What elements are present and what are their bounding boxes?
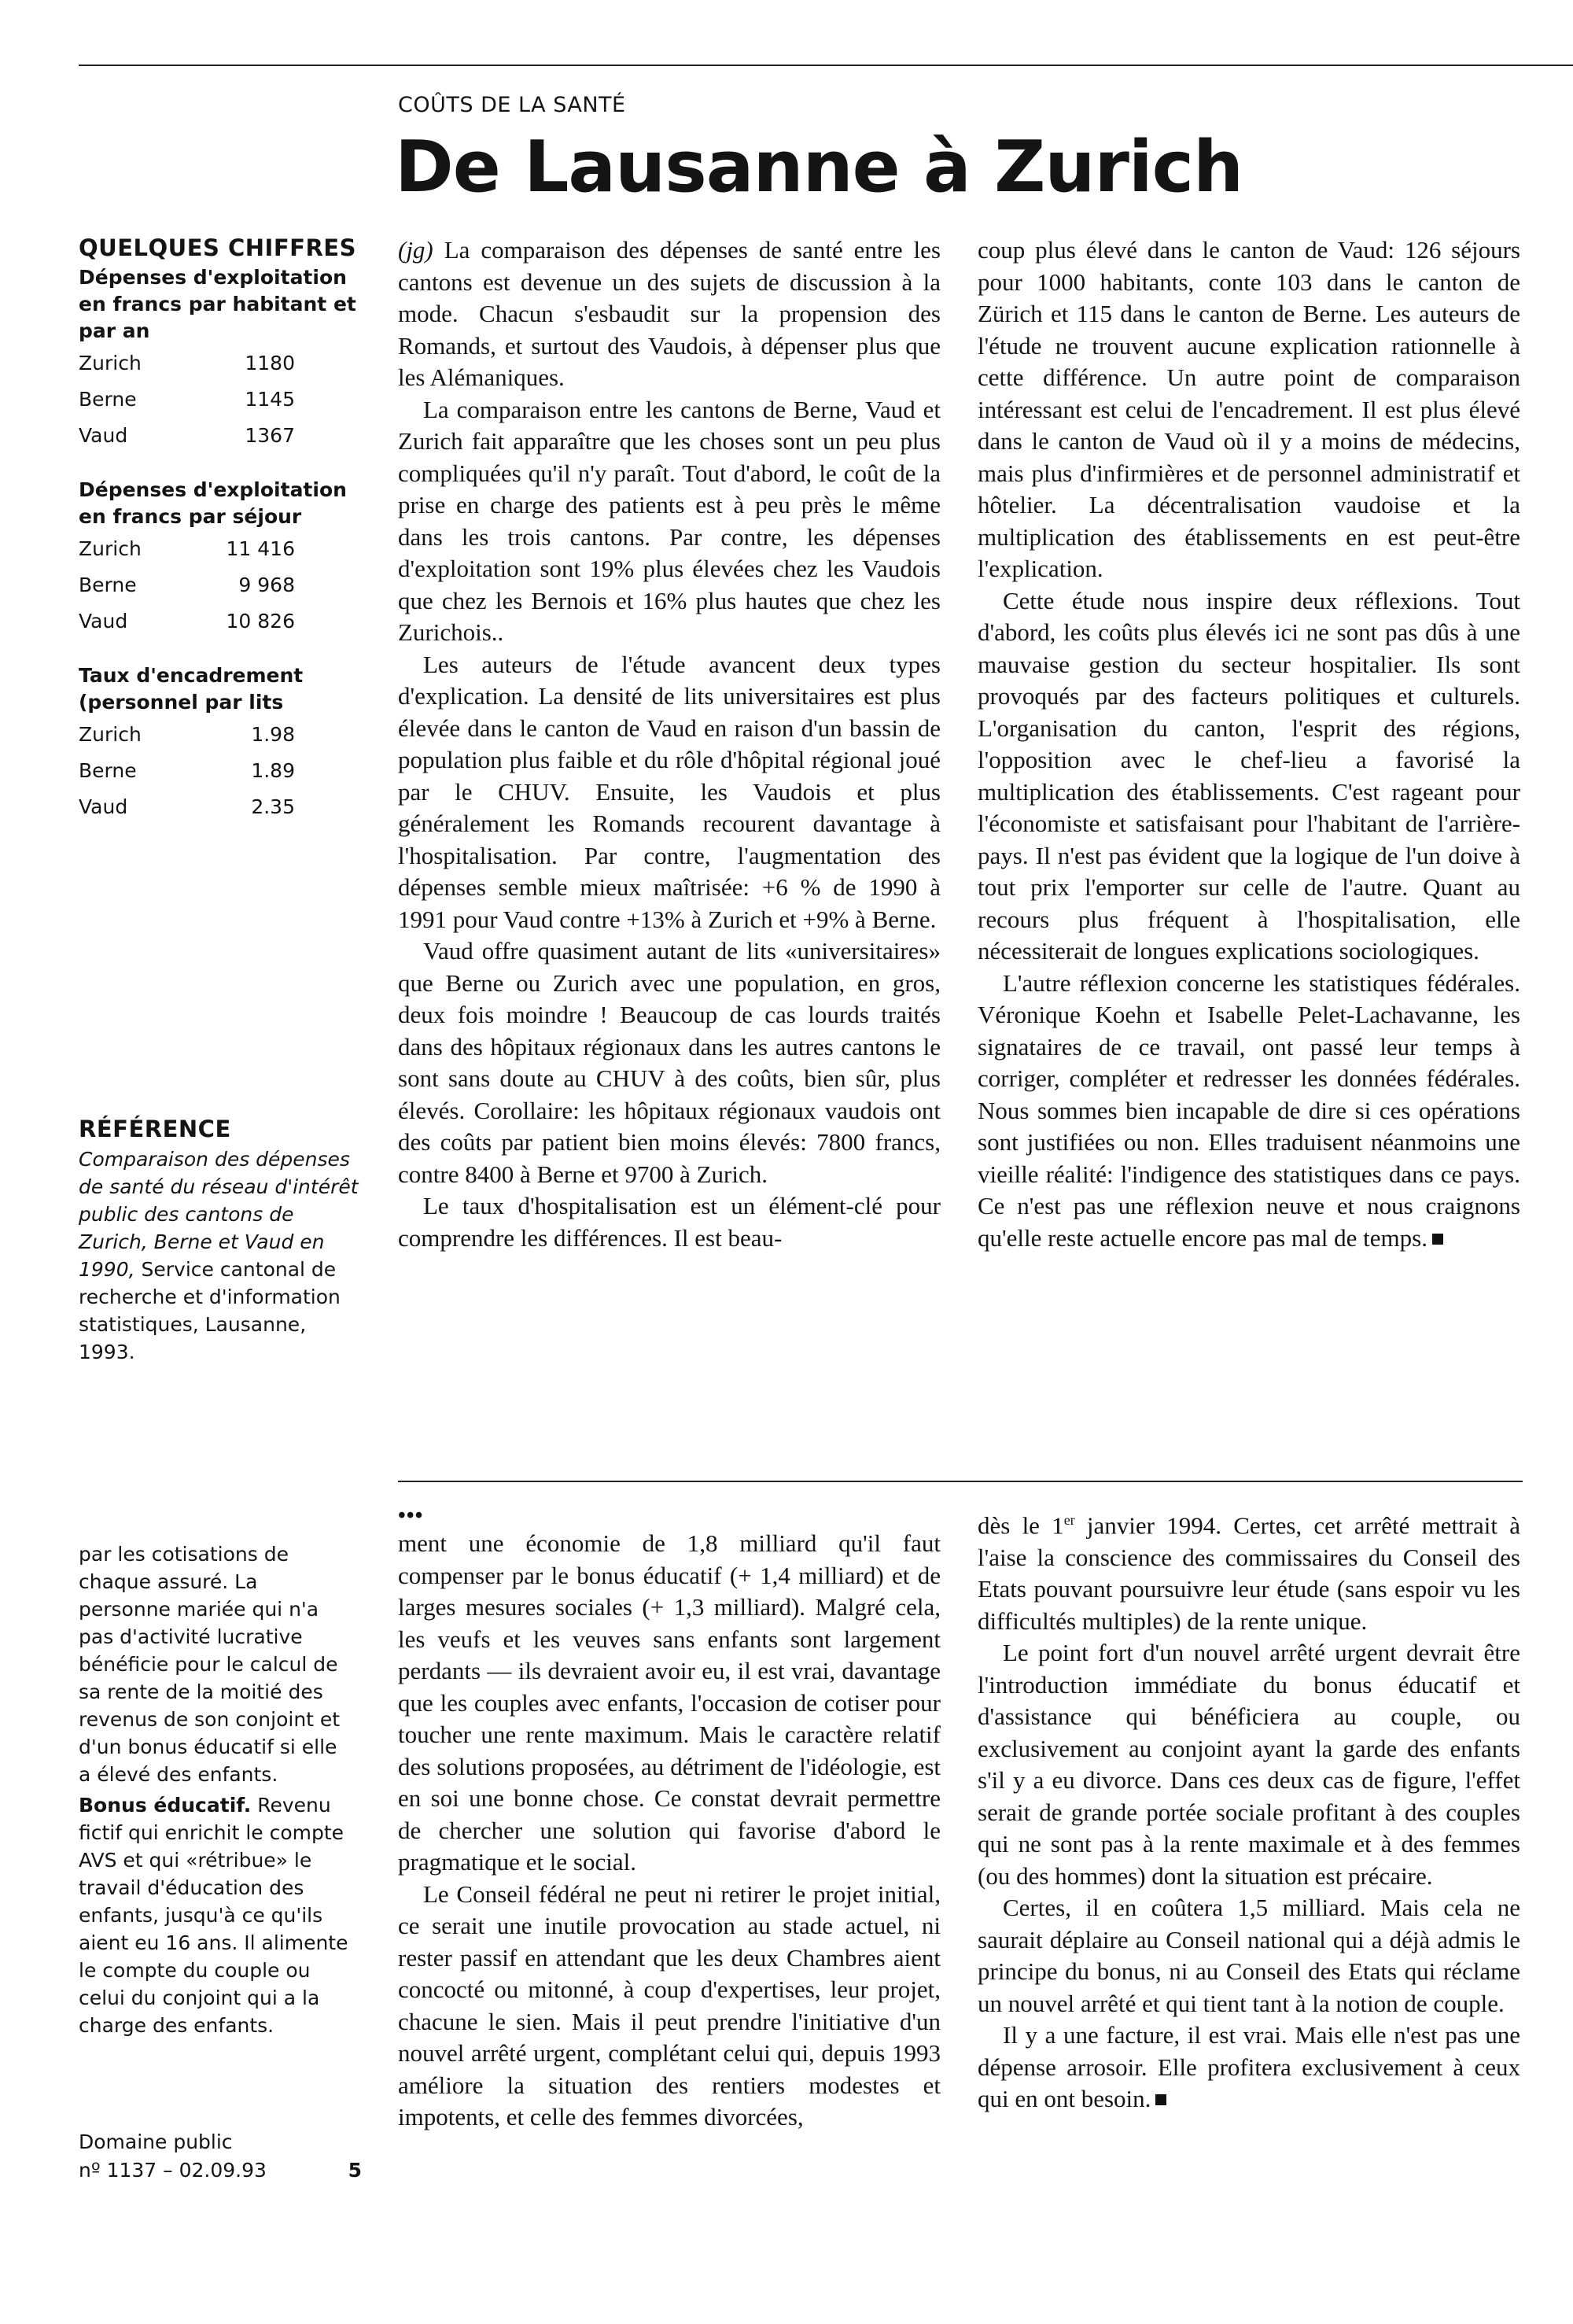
end-mark-icon [1432,1234,1443,1245]
paragraph: (jg) La comparaison des dépenses de santé entre les cantons est devenue un des sujets de discussion à la mode. Chacun s'esbaudit sur la propension des Romands, et surtout des Vaudois, à dépenser plus que les Alémaniques. [398,236,941,391]
paragraph: Cette étude nous inspire deux réflexions. Tout d'abord, les coûts plus élevés ici ne sont pas dûs à une mauvaise gestion du secteur hospitalier. Ils sont provoqués par des facteurs politiques et culturels. L'organisation du canton, l'esprit des régions, l'opposition avec le chef-lieu a favorisé la multiplication des établissements. C'est rageant pour l'économiste et satisfaisant pour l'habitant de l'arrière-pays. Il n'est pas évident que la logique de l'un doive à tout prix l'emporter sur celle de l'autre. Quant au recours plus fréquent à l'hospitalisation, elle nécessiterait de longues explications sociologiques. [978,586,1520,965]
figures-row: Vaud 2.35 [79,795,295,818]
paragraph: ment une économie de 1,8 milliard qu'il faut compenser par le bonus éducatif (+ 1,4 milliard) et de larges mesures sociales (+ 1,3 milliard). Malgré cela, les veufs et les veuves sans enfants sont largement perdants — ils devraient avoir eu, il est vrai, davantage que les couples avec enfants, l'occasion de cotiser pour toucher une rente maximum. Mais le caractère relatif des solutions proposées, au détriment de l'idéologie, est en soi une bonne chose. Ce constat devrait permettre de chercher une solution qui favorise d'abord le pragmatique et le social. [398,1529,941,1876]
top-rule [79,65,1573,66]
page-number: 5 [348,2159,362,2182]
figures-group-title: Dépenses d'exploitation en francs par séjour [79,478,347,528]
glossary-entry: Bonus éducatif. Revenu fictif qui enrichit le compte AVS et qui «rétribue» le travail d'éducation des enfants, jusqu'à ce qu'ils aient eu 16 ans. Il alimente le compte du couple ou celui du conjoint qui a la charge des enfants. [79,1794,348,2037]
figures-row: Zurich 1.98 [79,722,295,746]
paragraph: Certes, il en coûtera 1,5 milliard. Mais cela ne saurait déplaire au Conseil national qui a déjà admis le principe du bonus, ni au Conseil des Etats qui réclame un nouvel arrêté et qui tient tant à la notion de couple. [978,1894,1520,2017]
figures-sidebar [79,234,362,824]
figures-group-title: Taux d'encadrement (personnel par lits [79,664,304,714]
continued-marker: ••• [398,1503,424,1528]
article2-column-1 [398,1504,941,2134]
article-kicker: COÛTS DE LA SANTÉ [398,93,626,117]
paragraph: Vaud offre quasiment autant de lits «universitaires» que Berne ou Zurich avec une population, en gros, deux fois moindre ! Beaucoup de cas lourds traités dans des hôpitaux régionaux dans les autres cantons le sont sans doute au CHUV à des coûts, bien sûr, plus élevés. Corollaire: les hôpitaux régionaux vaudois ont des coûts par patient bien moins élevés: 7800 francs, contre 8400 à Berne et 9700 à Zurich. [398,937,941,1188]
figures-heading: QUELQUES CHIFFRES [79,234,356,261]
reference-text: Comparaison des dépenses de santé du réseau d'intérêt public des cantons de Zurich, Berne et Vaud en 1990, Service cantonal de recherche et d'information statistiques, Lausanne, 1993. [79,1148,359,1363]
section-rule [398,1481,1523,1482]
reference-sidebar [79,1116,362,1366]
publication-name: Domaine public [79,2130,233,2153]
paragraph: dès le 1er janvier 1994. Certes, cet arrêté mettrait à l'aise la conscience des commissaires du Conseil des Etats pouvant poursuivre leur étude (sans espoir vu les difficultés multiples) de la rente unique. [978,1511,1520,1635]
paragraph: Il y a une facture, il est vrai. Mais elle n'est pas une dépense arrosoir. Elle profitera exclusivement à ceux qui en ont besoin. [978,2021,1520,2113]
article-title: De Lausanne à Zurich [395,126,1243,208]
figures-row: Zurich 11 416 [79,537,295,560]
article1-column-2 [978,234,1520,1254]
figures-row: Berne 9 968 [79,573,295,596]
paragraph: Le point fort d'un nouvel arrêté urgent devrait être l'introduction immédiate du bonus éducatif et d'assistance qui bénéficiera au couple, ou exclusivement au conjoint ayant la garde des enfants s'il y a eu divorce. Dans ces deux cas de figure, l'effet serait de grande portée sociale profitant à des couples qui ne sont pas à la rente maximale et à des femmes (ou des hommes) dont la situation est précaire. [978,1639,1520,1890]
figures-row: Berne 1.89 [79,758,295,782]
figures-row: Zurich 1180 [79,351,295,374]
figures-row: Vaud 1367 [79,423,295,447]
page-footer [79,2128,362,2185]
paragraph: coup plus élevé dans le canton de Vaud: 126 séjours pour 1000 habitants, conte 103 dans le canton de Zürich et 115 dans le canton de Berne. Les auteurs de l'étude ne trouvent aucune explication rationnelle à cette différence. Un autre point de comparaison intéressant est celui de l'encadrement. Il est plus élevé dans le canton de Vaud où il y a moins de médecins, mais plus d'infirmières et de personnel administratif et hôtelier. La décentralisation vaudoise et la multiplication des établissements en est peut-être l'explication. [978,236,1520,582]
issue-number: nº 1137 – 02.09.93 [79,2159,267,2182]
figures-row: Vaud 10 826 [79,609,295,633]
figures-group [79,662,362,824]
glossary-sidebar [79,1540,354,2039]
end-mark-icon [1155,2094,1166,2105]
glossary-text: par les cotisations de chaque assuré. La personne mariée qui n'a pas d'activité lucrative bénéficie pour le calcul de sa rente de la moitié des revenus de son conjoint et d'un bonus éducatif si elle a élevé des enfants. [79,1543,341,1786]
figures-row: Berne 1145 [79,387,295,411]
paragraph: Le taux d'hospitalisation est un élément-clé pour comprendre les différences. Il est beau- [398,1192,941,1252]
article1-column-1 [398,234,941,1254]
paragraph: Le Conseil fédéral ne peut ni retirer le projet initial, ce serait une inutile provocation au stade actuel, ni rester passif en attendant que les deux Chambres aient concocté ou mitonné, à coup d'expertises, leur projet, chacune le sien. Mais il peut prendre l'initiative d'un nouvel arrêté urgent, complétant celui qui, depuis 1993 améliore la situation des rentiers modestes et impotents, et celle des femmes divorcées, [398,1879,941,2130]
article2-column-2 [978,1504,1520,2116]
figures-group [79,264,362,453]
paragraph: L'autre réflexion concerne les statistiques fédérales. Véronique Koehn et Isabelle Pelet-Lachavanne, les signataires de ce travail, ont passé leur temps à corriger, compléter et redresser les données fédérales. Nous sommes bien incapable de dire si ces opérations sont justifiées ou non. Elles traduisent néanmoins une vieille réalité: l'indigence des statistiques dans ce pays. Ce n'est pas une réflexion neuve et nous craignons qu'elle reste actuelle encore pas mal de temps. [978,968,1520,1252]
paragraph: Les auteurs de l'étude avancent deux types d'explication. La densité de lits universitaires est plus élevée dans le canton de Vaud en raison d'un bassin de population plus faible et du rôle d'hôpital régional joué par le CHUV. Ensuite, les Vaudois et plus généralement les Romands recourent davantage à l'hospitalisation. Par contre, l'augmentation des dépenses semble mieux maîtrisée: +6 % de 1990 à 1991 pour Vaud contre +13% à Zurich et +9% à Berne. [398,650,941,933]
figures-group [79,477,362,639]
paragraph: La comparaison entre les cantons de Berne, Vaud et Zurich fait apparaître que les choses sont un peu plus compliquées qu'il n'y paraît. Tout d'abord, le coût de la prise en charge des patients est à peu près le même dans les trois cantons. Par contre, les dépenses d'exploitation sont 19% plus élevées chez les Vaudois que chez les Bernois et 16% plus hautes que chez les Zurichois.. [398,395,941,646]
reference-heading: RÉFÉRENCE [79,1116,231,1142]
figures-group-title: Dépenses d'exploitation en francs par habitant et par an [79,266,356,342]
